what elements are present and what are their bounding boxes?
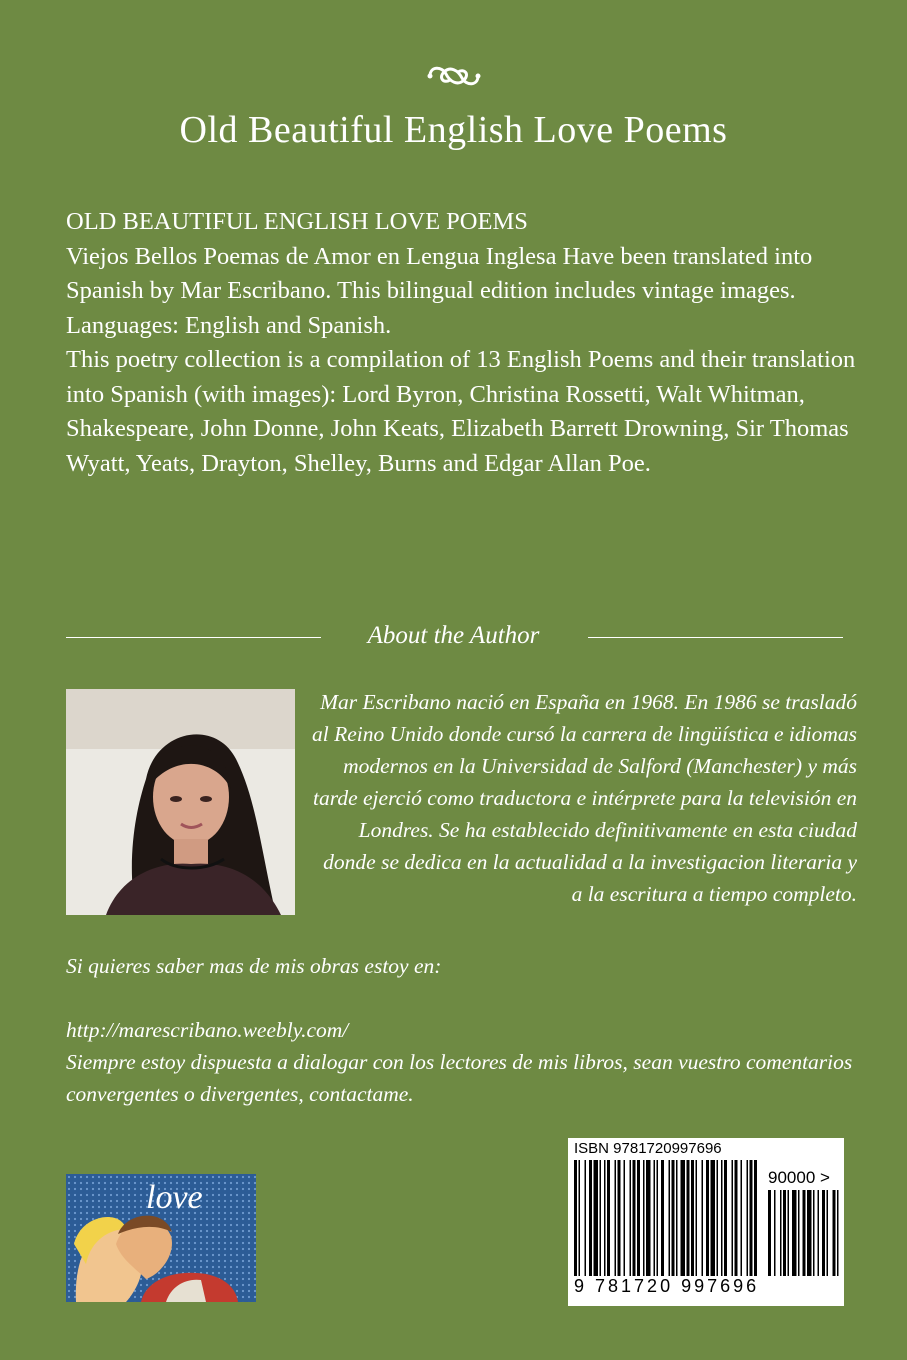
isbn-barcode <box>568 1138 844 1306</box>
author-bio-text: Mar Escribano nació en España en 1968. En 1986 se trasladó al Reino Unido donde cursó la carrera de lingüística e idiomas modernos en la Universidad de Salford (Manchester) y más tarde ejerció como traductora e intérprete para la televisión en Londres. Se ha establecido definitivamente en esta ciudad donde se dedica en la actualidad a la investigacion literaria y a la escritura a tiempo completo. <box>312 690 858 906</box>
closing-text: Siempre estoy dispuesta a dialogar con los lectores de mis libros, sean vuestro comentarios convergentes o divergentes, contactame. <box>66 1050 853 1106</box>
description-paragraph-1: Viejos Bellos Poemas de Amor en Lengua Inglesa Have been translated into Spanish by Mar Escribano. This bilingual edition includes vintage images. <box>66 242 813 304</box>
about-author-heading: About the Author <box>367 622 540 649</box>
author-contact <box>66 950 866 1110</box>
description-heading: OLD BEAUTIFUL ENGLISH LOVE POEMS <box>66 208 528 235</box>
isbn-digits: 9 781720 997696 <box>574 1276 760 1296</box>
price-code: 90000 > <box>768 1168 830 1187</box>
vintage-love-image <box>66 1174 256 1302</box>
description-paragraph-2: This poetry collection is a compilation of 13 English Poems and their translation into Spanish (with images): Lord Byron, Christina Rossetti, Walt Whitman, Shakespeare, John Donne, John Keats, Elizabeth Barrett Drowning, Sir Thomas Wyatt, Yeats, Drayton, Shelley, Burns and Edgar Allan Poe. <box>66 346 856 477</box>
love-word: love <box>146 1179 203 1216</box>
book-title: Old Beautiful English Love Poems <box>179 109 728 151</box>
book-description <box>66 205 856 481</box>
contact-line: Si quieres saber mas de mis obras estoy en: <box>66 954 442 978</box>
author-website-link[interactable]: http://marescribano.weebly.com/ <box>66 1018 349 1042</box>
description-languages: Languages: English and Spanish. <box>66 311 392 339</box>
isbn-label: ISBN 9781720997696 <box>574 1140 722 1157</box>
author-photo <box>66 689 295 915</box>
ornament-icon <box>424 60 484 92</box>
author-bio <box>312 686 857 910</box>
divider-right <box>588 637 843 638</box>
